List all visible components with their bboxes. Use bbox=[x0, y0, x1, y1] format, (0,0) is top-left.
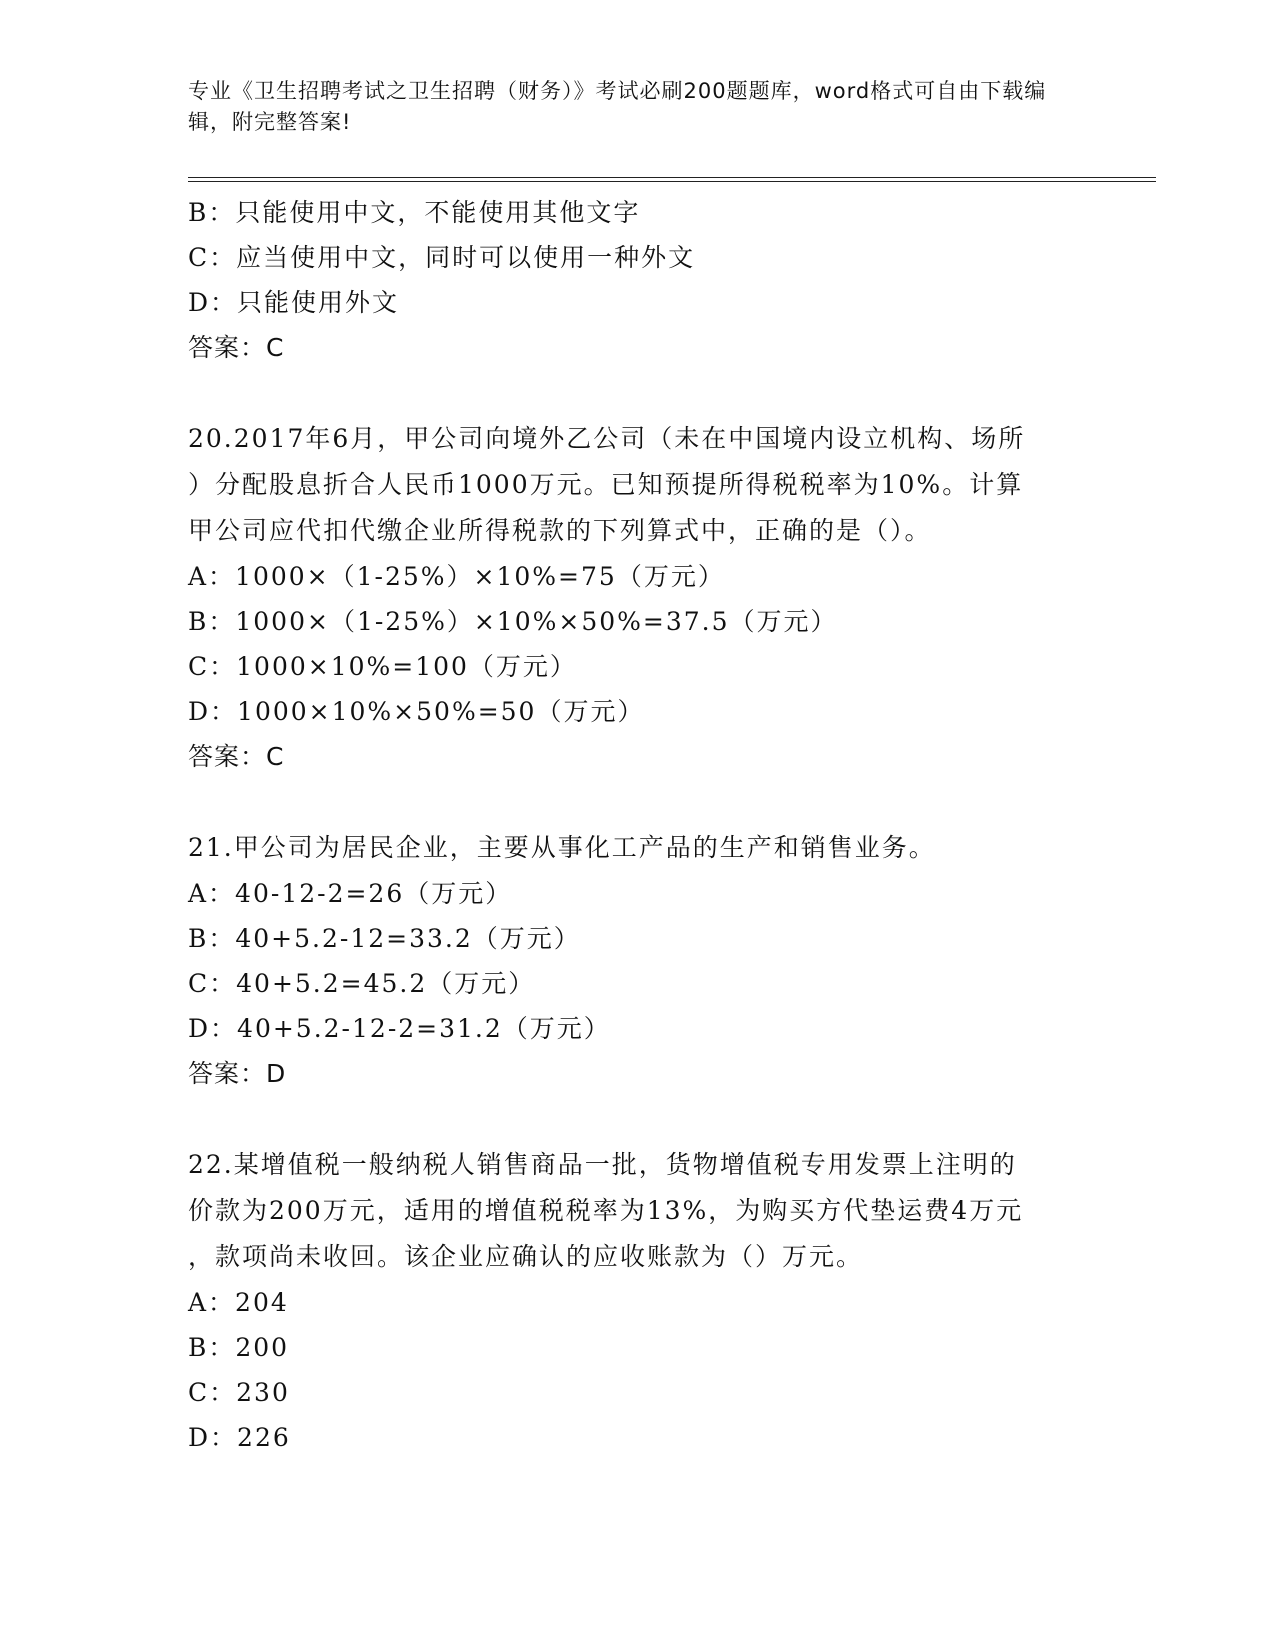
option-a: A：1000×（1-25%）×10%=75（万元） bbox=[188, 562, 725, 591]
question-20 bbox=[188, 416, 1088, 779]
option-d: D：只能使用外文 bbox=[188, 288, 400, 317]
header-divider-top bbox=[188, 177, 1156, 178]
answer: 答案：C bbox=[188, 742, 285, 771]
answer: 答案：C bbox=[188, 333, 285, 362]
option-d: D：226 bbox=[188, 1423, 291, 1452]
document-header: 专业《卫生招聘考试之卫生招聘（财务）》考试必刷200题题库，word格式可自由下载编辑，附完整答案! bbox=[188, 79, 1047, 134]
option-c: C：应当使用中文，同时可以使用一种外文 bbox=[188, 243, 696, 272]
question-stem-line: 22.某增值税一般纳税人销售商品一批，货物增值税专用发票上注明的 bbox=[188, 1150, 1017, 1179]
answer: 答案：D bbox=[188, 1059, 287, 1088]
option-b: B：1000×（1-25%）×10%×50%=37.5（万元） bbox=[188, 607, 838, 636]
header-divider-bottom bbox=[188, 181, 1156, 182]
option-c: C：1000×10%=100（万元） bbox=[188, 652, 577, 681]
option-b: B：40+5.2-12=33.2（万元） bbox=[188, 924, 581, 953]
option-d: D：1000×10%×50%=50（万元） bbox=[188, 697, 645, 726]
question-stem-line: 20.2017年6月，甲公司向境外乙公司（未在中国境内设立机构、场所 bbox=[188, 424, 1026, 453]
question-body bbox=[188, 190, 1088, 1460]
option-b: B：200 bbox=[188, 1333, 290, 1362]
question-stem-line: 21.甲公司为居民企业，主要从事化工产品的生产和销售业务。 bbox=[188, 833, 936, 862]
option-a: A：40-12-2=26（万元） bbox=[188, 879, 513, 908]
option-c: C：40+5.2=45.2（万元） bbox=[188, 969, 536, 998]
question-stem-line: ）分配股息折合人民币1000万元。已知预提所得税税率为10%。计算 bbox=[188, 470, 1024, 499]
question-stem-line: ，款项尚未收回。该企业应确认的应收账款为（）万元。 bbox=[188, 1242, 864, 1271]
option-b: B：只能使用中文，不能使用其他文字 bbox=[188, 198, 641, 227]
question-stem-line: 价款为200万元，适用的增值税税率为13%，为购买方代垫运费4万元 bbox=[188, 1196, 1024, 1225]
question-22 bbox=[188, 1142, 1088, 1460]
question-21 bbox=[188, 825, 1088, 1096]
question-19 bbox=[188, 190, 1088, 370]
option-d: D：40+5.2-12-2=31.2（万元） bbox=[188, 1014, 611, 1043]
option-c: C：230 bbox=[188, 1378, 290, 1407]
question-stem-line: 甲公司应代扣代缴企业所得税款的下列算式中，正确的是（）。 bbox=[188, 516, 932, 545]
option-a: A：204 bbox=[188, 1288, 289, 1317]
